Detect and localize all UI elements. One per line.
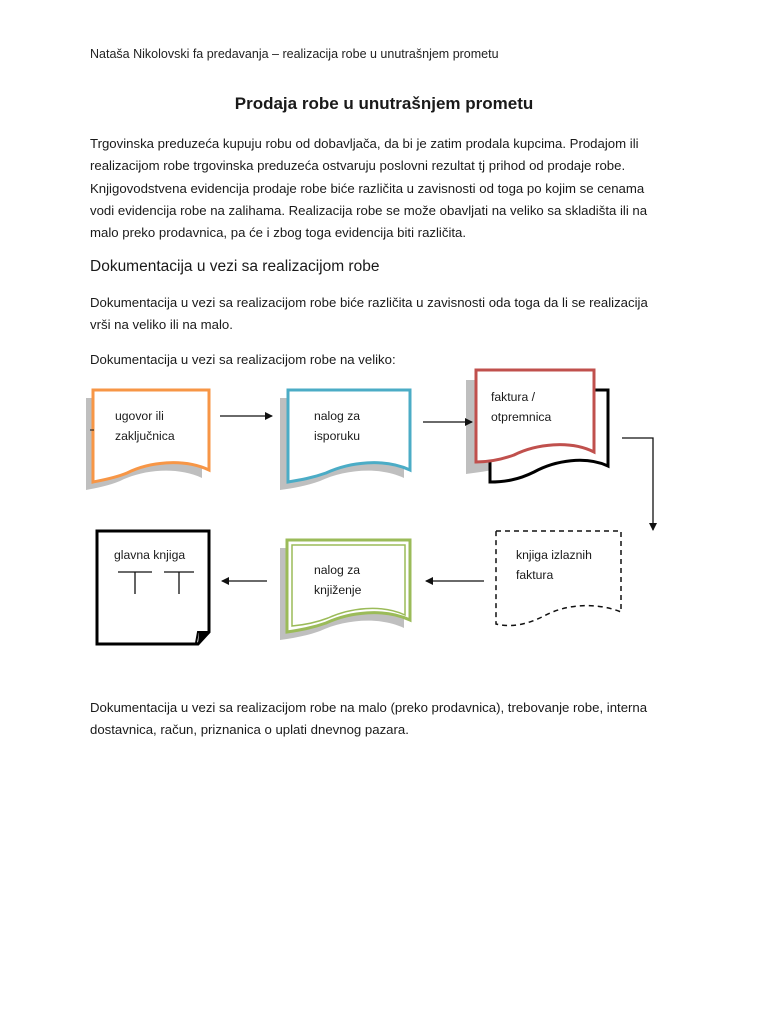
section-paragraph <box>90 292 690 337</box>
doc-label-line: knjiga izlaznih <box>516 548 592 562</box>
doc-label-line: knjiženje <box>314 583 362 597</box>
doc-label-line: isporuku <box>314 429 361 443</box>
doc-knjiga-izlaznih-label <box>516 545 592 585</box>
section-line: Dokumentacija u vezi sa realizacijom robe biće različita u zavisnosti oda toga da li se realizacija <box>90 295 648 310</box>
retail-line: Dokumentacija u vezi sa realizacijom robe na malo (preko prodavnica), trebovanje robe, interna <box>90 700 648 715</box>
doc-glavna-knjiga-label <box>114 545 185 565</box>
doc-label-line: otpremnica <box>491 410 552 424</box>
intro-line: realizacijom robe trgovinska preduzeća ostvaruju poslovni rezultat tj prihod od prodaje robe. <box>90 158 626 174</box>
intro-line: Trgovinska preduzeća kupuju robu od dobavljača, da bi je zatim prodala kupcima. Prodajom ili <box>90 136 639 151</box>
section-line: vrši na veliko ili na malo. <box>90 317 233 333</box>
doc-label-line: faktura / <box>491 390 536 404</box>
intro-line: malo preko prodavnica, pa će i zbog toga evidencija biti različita. <box>90 225 467 241</box>
retail-line: dostavnica, račun, priznanica o uplati dnevnog pazara. <box>90 722 409 738</box>
intro-line: Knjigovodstvena evidencija prodaje robe biće različita u zavisnosti od toga po kojim se cenama <box>90 180 645 196</box>
section-heading: Dokumentacija u vezi sa realizacijom robe <box>90 258 380 275</box>
doc-label-line: faktura <box>516 568 554 582</box>
doc-label-line: nalog za <box>314 563 361 577</box>
doc-faktura-label <box>491 387 551 427</box>
doc-label-line: zaključnica <box>115 429 175 443</box>
doc-label-line: glavna knjiga <box>114 548 186 562</box>
wholesale-intro-text: Dokumentacija u vezi sa realizacijom robe na veliko: <box>90 352 396 367</box>
doc-ugovor-label <box>115 406 175 446</box>
doc-nalog-isporuka-label <box>314 406 360 446</box>
doc-nalog-knjizenje-label <box>314 560 361 600</box>
retail-paragraph <box>90 697 690 742</box>
wholesale-intro <box>90 349 690 371</box>
flow-arrow <box>622 438 653 530</box>
doc-label-line: nalog za <box>314 409 361 423</box>
intro-paragraph <box>90 133 690 244</box>
doc-label-line: ugovor ili <box>115 409 164 423</box>
document-title: Prodaja robe u unutrašnjem prometu <box>234 94 534 113</box>
running-header: Nataša Nikolovski fa predavanja – realizacija robe u unutrašnjem prometu <box>90 47 499 61</box>
intro-line: vodi evidencija robe na zalihama. Realizacija robe se može obavljati na veliko sa skladišta ili na <box>90 202 648 218</box>
